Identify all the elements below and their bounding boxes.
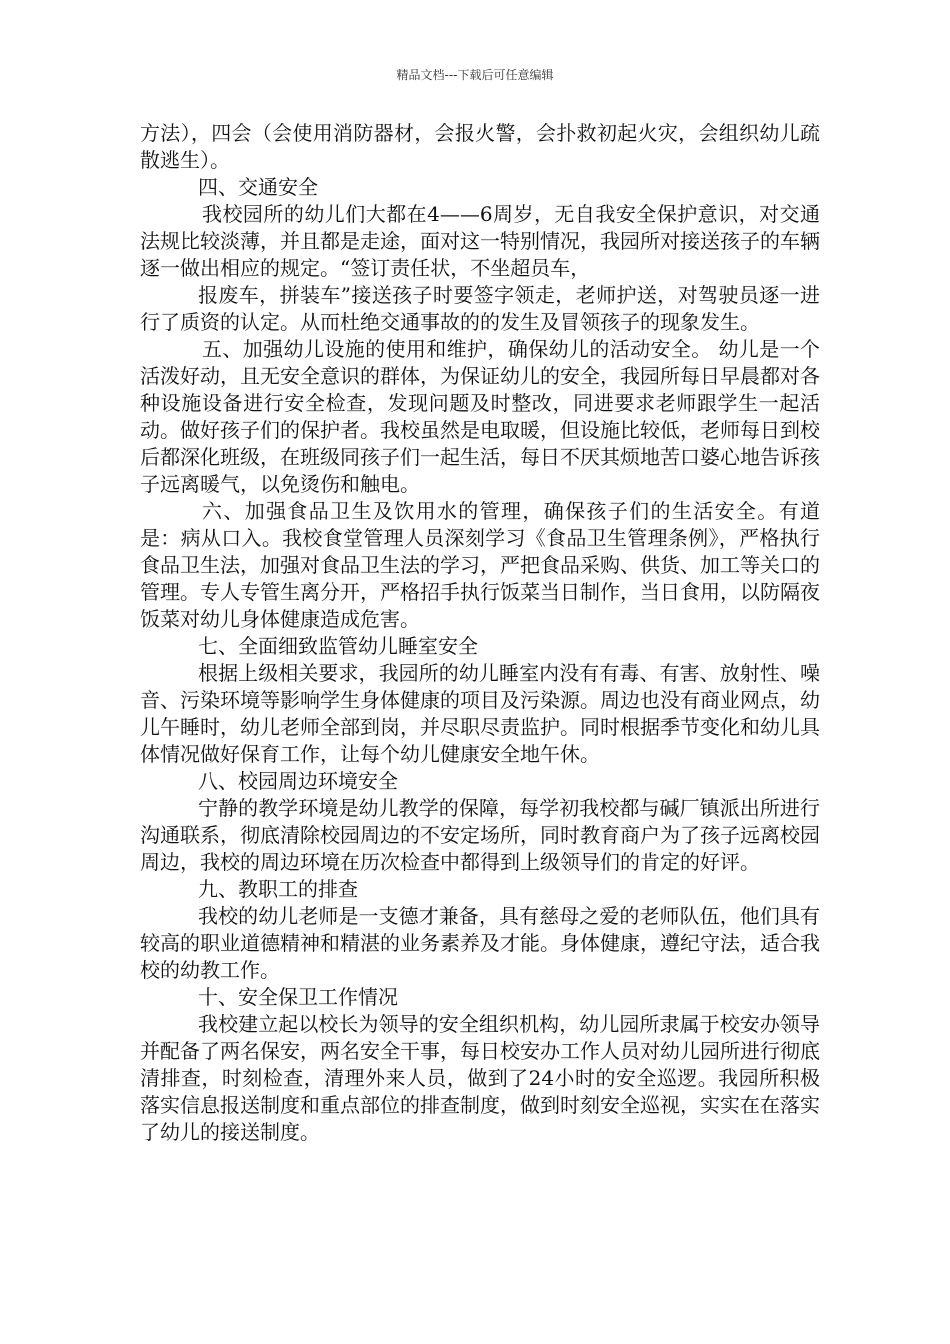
document-body [140,120,820,1146]
paragraph-staff-check: 我校的幼儿老师是一支德才兼备，具有慈母之爱的老师队伍，他们具有较高的职业道德精神和精湛的业务素养及才能。身体健康，遵纪守法，适合我校的幼教工作。 [140,904,820,982]
section-heading-dormitory-safety: 七、全面细致监管幼儿睡室安全 [198,634,478,658]
section-heading-traffic-safety: 四、交通安全 [198,175,318,199]
page-header: 精品文档---下载后可任意编辑 [396,68,554,82]
section-heading-security: 十、安全保卫工作情况 [198,985,398,1009]
paragraph-dormitory-safety: 根据上级相关要求，我园所的幼儿睡室内没有有毒、有害、放射性、噪音、污染环境等影响学生身体健康的项目及污染源。周边也没有商业网点，幼儿午睡时，幼儿老师全部到岗，并尽职尽责监护。同时根据季节变化和幼儿具体情况做好保育工作，让每个幼儿健康安全地午休。 [140,661,820,766]
section-heading-surroundings: 八、校园周边环境安全 [198,769,398,793]
paragraph-food-hygiene: 六、加强食品卫生及饮用水的管理，确保孩子们的生活安全。有道是：病从口入。我校食堂管理人员深刻学习《食品卫生管理条例》，严格执行食品卫生法，加强对食品卫生法的学习，严把食品采购、供货、加工等关口的管理。专人专管生离分开，严格招手执行饭菜当日制作，当日食用，以防隔夜饭菜对幼儿身体健康造成危害。 [140,499,820,631]
paragraph-security: 我校建立起以校长为领导的安全组织机构，幼儿园所隶属于校安办领导并配备了两名保安，两名安全干事，每日校安办工作人员对幼儿园所进行彻底清排查，时刻检查，清理外来人员，做到了24小时的安全巡逻。我园所积极落实信息报送制度和重点部位的排查制度，做到时刻安全巡视，实实在在落实了幼儿的接送制度。 [140,1012,820,1144]
paragraph-surroundings: 宁静的教学环境是幼儿教学的保障，每学初我校都与碱厂镇派出所进行沟通联系，彻底清除校园周边的不安定场所，同时教育商户为了孩子远离校园周边，我校的周边环境在历次检查中都得到上级领导们的肯定的好评。 [140,796,820,874]
paragraph-traffic-safety-cont: 报废车，拼装车”接送孩子时要签字领走，老师护送，对驾驶员逐一进行了质资的认定。从而杜绝交通事故的的发生及冒领孩子的现象发生。 [140,283,820,334]
section-heading-staff-check: 九、教职工的排查 [198,877,358,901]
paragraph-traffic-safety: 我校园所的幼儿们大都在4——6周岁，无自我安全保护意识，对交通法规比较淡薄，并且都是走途，面对这一特别情况，我园所对接送孩子的车辆逐一做出相应的规定。“签订责任状，不坐超员车， [140,202,820,280]
paragraph-facility-safety: 五、加强幼儿设施的使用和维护，确保幼儿的活动安全。 幼儿是一个活泼好动，且无安全意识的群体，为保证幼儿的安全，我园所每日早晨都对各种设施设备进行安全检查，发现问题及时整改，同进要求老师跟学生一起活动。做好孩子们的保护者。我校虽然是电取暖，但设施比较低，老师每日到校后都深化班级，在班级同孩子们一起生活，每日不厌其烦地苦口婆心地告诉孩子远离暖气，以免烫伤和触电。 [140,337,820,496]
paragraph-continuation: 方法），四会（会使用消防器材，会报火警，会扑救初起火灾，会组织幼儿疏散逃生）。 [140,121,820,172]
